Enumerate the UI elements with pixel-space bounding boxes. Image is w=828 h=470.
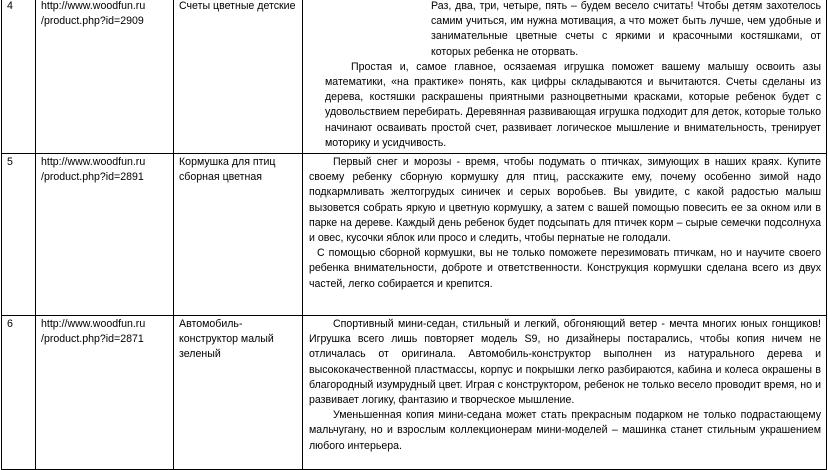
product-url: http://www.woodfun.ru /product.php?id=2891	[36, 154, 174, 316]
description-paragraph: Раз, два, три, четыре, пять – будем весело считать! Чтобы детям захотелось самим учиться, им нужна мотивация, а что может быть лучше, чем удобные и занимательные цветные счеты с яркими и красочными костяшками, от которых ребенка не оторвать.	[431, 0, 821, 58]
product-description	[303, 0, 827, 154]
row-number: 6	[2, 316, 36, 470]
product-name: Кормушка для птиц сборная цветная	[174, 154, 303, 316]
table-row	[2, 316, 827, 470]
product-description	[303, 316, 827, 470]
product-name: Автомобиль-конструктор малый зеленый	[174, 316, 303, 470]
product-url: http://www.woodfun.ru /product.php?id=2871	[36, 316, 174, 470]
table-row	[2, 0, 827, 154]
table-row	[2, 154, 827, 316]
description-paragraph: Спортивный мини-седан, стильный и легкий, обгоняющий ветер - мечта многих юных гонщиков! Игрушка всего лишь повторяет модель S9, но дизайнеры постарались, чтобы копия ничем не отличалась от оригинала. Автомобиль-конструктор выполнен из натурального дерева и высококачественной пластмассы, корпус и покрышки легко разбираются, кабина и колеса окрашены в благородный изумрудный цвет. Играя с конструктором, ребенок не только весело проводит время, но и развивает логику, фантазию и творческое мышление.	[309, 318, 821, 407]
description-paragraph: Уменьшенная копия мини-седана может стать прекрасным подарком не только подрастающему мальчугану, но и взрослым коллекционерам мини-моделей – машинка станет стильным украшением любого интерьера.	[309, 409, 821, 452]
description-paragraph: С помощью сборной кормушки, вы не только поможете перезимовать птичкам, но и научите своего ребенка внимательности, доброте и ответственности. Конструкция кормушки сделана всего из двух частей, легко собирается и крепится.	[309, 247, 821, 290]
product-description	[303, 154, 827, 316]
product-table	[1, 0, 827, 470]
row-number: 5	[2, 154, 36, 316]
product-name: Счеты цветные детские	[174, 0, 303, 154]
row-number: 4	[2, 0, 36, 154]
description-paragraph: Первый снег и морозы - время, чтобы подумать о птичках, зимующих в наших краях. Купите своему ребенку сборную кормушку для птиц, расскажите ему, почему особенно зимой надо подкармливать желтогрудых синичек и серых воробьев. Вы увидите, с какой радостью малыш вызовется собрать яркую и цветную кормушку, а затем с вашей помощью повесить ее за окном или в парке на дереве. Каждый день ребенок будет подсыпать для птичек корм – сырые семечки подсолнуха и овес, кусочки яблок или просо и следить, чтобы пернатые не голодали.	[309, 156, 821, 245]
description-paragraph: Простая и, самое главное, осязаемая игрушка поможет вашему малышу освоить азы математики, «на практике» понять, как цифры складываются и вычитаются. Счеты сделаны из дерева, костяшки раскрашены приятными разноцветными красками, которые ребенок будет с удовольствием перебирать. Деревянная развивающая игрушка подходит для деток, которые только начинают осваивать простой счет, развивает логическое мышление и внимательность, тренирует моторику и усидчивость.	[325, 60, 821, 149]
product-url: http://www.woodfun.ru /product.php?id=2909	[36, 0, 174, 154]
